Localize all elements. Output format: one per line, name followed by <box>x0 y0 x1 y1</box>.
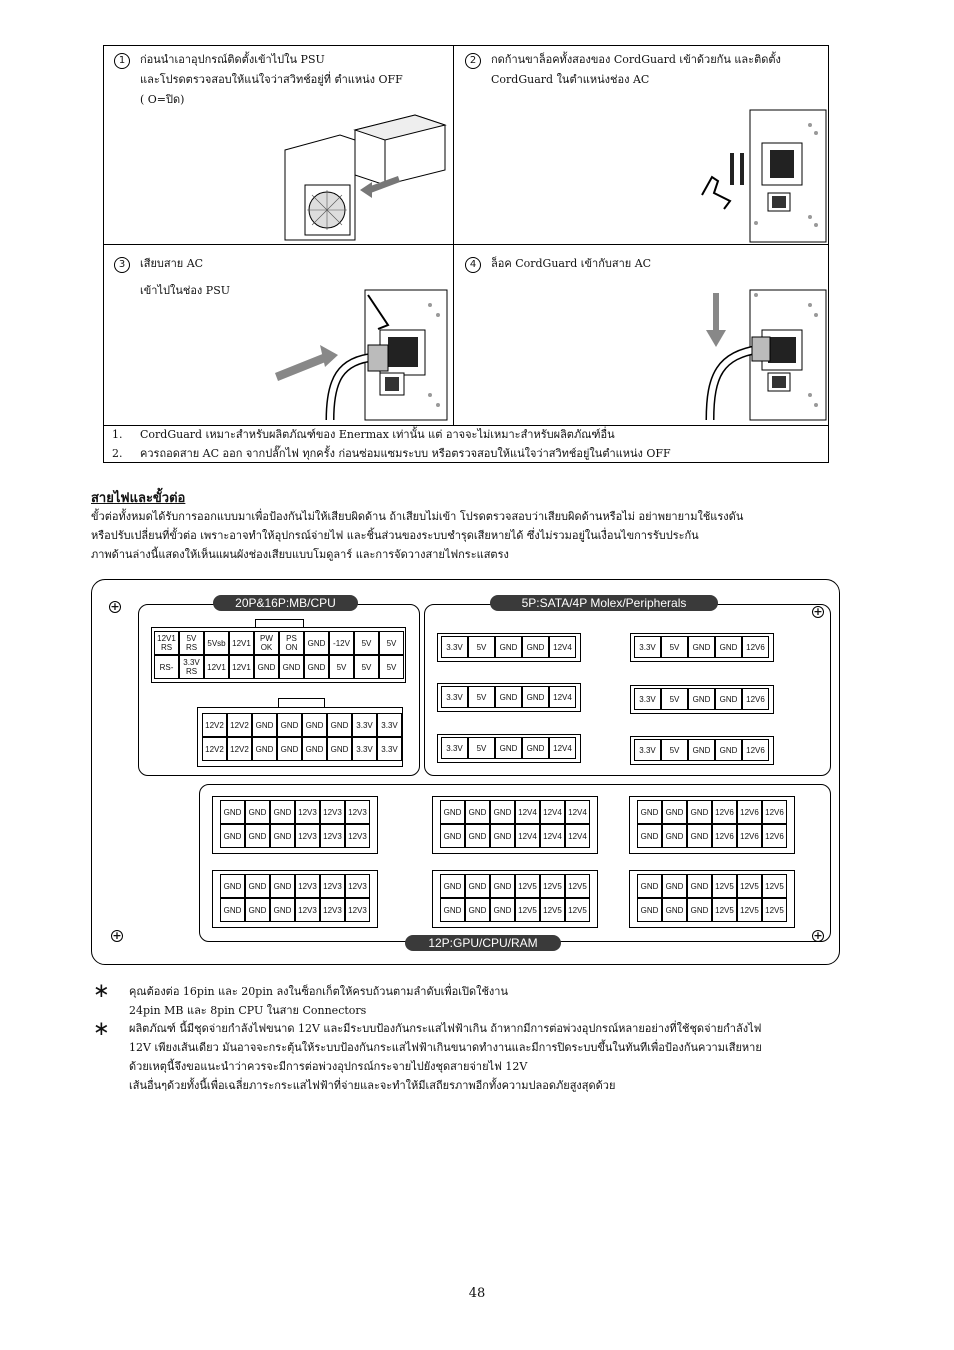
connector-pin: GND <box>495 636 522 658</box>
connector-pin: GND <box>490 874 515 898</box>
note-number: 2. <box>112 447 123 460</box>
connector-pin: 12V6 <box>712 824 737 848</box>
connector-pin: 12V5 <box>515 898 540 922</box>
connector-pin: 5V <box>661 636 688 658</box>
step-number: 3 <box>114 257 130 273</box>
connector-pin: 12V2 <box>227 737 252 761</box>
connector-pin: 12V6 <box>742 688 769 710</box>
connector-pin: 12V5 <box>737 898 762 922</box>
connector-pin: 12V3 <box>345 874 370 898</box>
connector-pin: GND <box>252 737 277 761</box>
connector-pin: 12V1 <box>204 655 229 679</box>
connector-pin: 12V3 <box>345 898 370 922</box>
connector-pin: 12V5 <box>712 898 737 922</box>
step-4 <box>465 254 651 274</box>
connector-pin: 12V4 <box>515 824 540 848</box>
step-3 <box>114 254 230 301</box>
connector-latch <box>278 698 325 708</box>
connector-pin: GND <box>465 898 490 922</box>
section-title: สายไฟและขั้วต่อ <box>91 491 186 506</box>
connector-pin: GND <box>637 898 662 922</box>
psu-insertion-illustration <box>280 110 450 242</box>
connector-pin: GND <box>304 631 329 655</box>
connector-pin: 12V6 <box>762 824 787 848</box>
connector-pin: GND <box>254 655 279 679</box>
note-1 <box>112 426 615 444</box>
connector-pin: 5V <box>468 737 495 759</box>
connector-pin: GND <box>688 636 715 658</box>
connector-pin: GND <box>245 824 270 848</box>
step-1 <box>114 50 403 110</box>
page-number: 48 <box>468 1286 486 1301</box>
connector-pin: 12V3 <box>320 824 345 848</box>
connector-pin: GND <box>662 898 687 922</box>
screw-icon: + <box>110 600 120 613</box>
connector-pin: 5V <box>379 631 404 655</box>
connector-pin: GND <box>522 686 549 708</box>
asterisk-icon: ∗ <box>93 978 110 1002</box>
connector-pin: GND <box>637 874 662 898</box>
connector-pin: GND <box>270 824 295 848</box>
connector-pin: GND <box>245 800 270 824</box>
connector-pin: 12V5 <box>712 874 737 898</box>
connector-pin: GND <box>687 800 712 824</box>
step-number: 1 <box>114 53 130 69</box>
step-text: กดก้านขาล็อคทั้งสองของ CordGuard เข้าด้วยกัน และติดตั้ง <box>491 53 781 66</box>
connector-pin: 12V6 <box>712 800 737 824</box>
connector-pin: 12V3 <box>295 824 320 848</box>
step-text: ( O=ปิด) <box>140 93 185 106</box>
connector-pin: 12V2 <box>202 713 227 737</box>
connector-pin: 12V4 <box>565 800 590 824</box>
connector-pin: 5V <box>661 739 688 761</box>
connector-pin: GND <box>270 874 295 898</box>
connector-pin: 12V1 RS <box>154 631 179 655</box>
connector-pin: 12V3 <box>295 874 320 898</box>
note-text: ควรถอดสาย AC ออก จากปลั๊กไฟ ทุกครั้ง ก่อนซ่อมแซมระบบ หรือตรวจสอบให้แน่ใจว่าสวิทช์อยู่ในตำแหน่ง OFF <box>140 447 671 460</box>
connector-pin: 12V6 <box>737 824 762 848</box>
connector-pin: GND <box>522 636 549 658</box>
asterisk-icon: ∗ <box>93 1016 110 1040</box>
connector-pin: GND <box>220 898 245 922</box>
connector-pin: 12V6 <box>762 800 787 824</box>
connector-pin: -12V <box>329 631 354 655</box>
connector-pin: 12V3 <box>345 824 370 848</box>
connector-pin: GND <box>327 713 352 737</box>
connector-pin: 12V5 <box>737 874 762 898</box>
connector-pin: GND <box>245 898 270 922</box>
gpu-cpu-ram-title: 12P:GPU/CPU/RAM <box>405 935 561 951</box>
connector-pin: 3.3V RS <box>179 655 204 679</box>
connector-pin: 12V3 <box>320 898 345 922</box>
connector-pin: GND <box>465 800 490 824</box>
table-divider <box>453 45 454 425</box>
connector-pin: 12V6 <box>742 636 769 658</box>
connector-pin: GND <box>465 874 490 898</box>
connector-pin: 12V5 <box>762 898 787 922</box>
note-number: 1. <box>112 428 123 441</box>
connector-pin: 5V <box>329 655 354 679</box>
connector-pin: GND <box>662 874 687 898</box>
mb-cpu-title: 20P&16P:MB/CPU <box>213 595 358 611</box>
connector-pin: 5V RS <box>179 631 204 655</box>
footnote-line: 24pin MB และ 8pin CPU ในสาย Connectors <box>129 1004 367 1017</box>
connector-pin: GND <box>220 824 245 848</box>
connector-pin: GND <box>687 898 712 922</box>
step-text: ก่อนนำเอาอุปกรณ์ติดตั้งเข้าไปใน PSU <box>140 53 325 66</box>
connector-pin: GND <box>327 737 352 761</box>
connector-pin: GND <box>495 737 522 759</box>
connector-pin: GND <box>277 737 302 761</box>
connector-pin: GND <box>715 739 742 761</box>
connector-pin: GND <box>465 824 490 848</box>
connector-pin: 3.3V <box>377 737 402 761</box>
step-text: เสียบสาย AC <box>140 257 204 270</box>
connector-pin: GND <box>687 824 712 848</box>
connector-pin: GND <box>662 800 687 824</box>
cordguard-lock-illustration <box>700 285 828 423</box>
connector-pin: 5V <box>354 631 379 655</box>
connector-pin: GND <box>662 824 687 848</box>
connector-pin: 3.3V <box>634 636 661 658</box>
connector-pin: GND <box>495 686 522 708</box>
connector-pin: 12V3 <box>320 800 345 824</box>
footnote-line: ด้วยเหตุนี้จึงขอแนะนำว่าควรจะมีการต่อพ่วงอุปกรณ์กระจายไปยังชุดสายจ่ายไฟ 12V <box>129 1060 528 1073</box>
paragraph-line: ภาพด้านล่างนี้แสดงให้เห็นแผนผังช่องเสียบแบบโมดูลาร์ และการจัดวางสายไฟกระแสตรง <box>91 548 509 561</box>
connector-pin: 12V6 <box>742 739 769 761</box>
connector-pin: GND <box>270 800 295 824</box>
connector-pin: GND <box>688 739 715 761</box>
connector-pin: 12V4 <box>515 800 540 824</box>
note-2 <box>112 445 671 463</box>
connector-pin: 12V4 <box>540 800 565 824</box>
footnote-line: ผลิตภัณฑ์ นี้มีชุดจ่ายกำลังไฟขนาด 12V และมีระบบป้องกันกระแสไฟฟ้าเกิน ถ้าหากมีการต่อพ่วงอุปกรณ์หลายอย่างที่ใช้ชุดจ่ายกำลังไฟ <box>129 1022 762 1035</box>
connector-pin: 12V3 <box>295 898 320 922</box>
connector-pin: GND <box>490 898 515 922</box>
connector-pin: 12V5 <box>540 874 565 898</box>
footnote-line: 12V เพียงเส้นเดียว มันอาจจะกระตุ้นให้ระบบป้องกันกระแสไฟฟ้าเกินขนาดทำงานและมีการปิดระบบขึ้นในทันทีเพื่อป้องกันความเสียหาย <box>129 1041 762 1054</box>
connector-pin: 12V5 <box>565 898 590 922</box>
step-text: CordGuard ในตำแหน่งช่อง AC <box>491 73 650 86</box>
connector-latch <box>255 619 304 628</box>
connector-pin: 5V <box>468 636 495 658</box>
step-2 <box>465 50 781 90</box>
connector-pin: 12V5 <box>540 898 565 922</box>
step-text: และโปรดตรวจสอบให้แน่ใจว่าสวิทช์อยู่ที่ ตำแหน่ง OFF <box>140 73 403 86</box>
connector-pin: 5V <box>468 686 495 708</box>
connector-pin: 5V <box>379 655 404 679</box>
connector-pin: GND <box>715 636 742 658</box>
connector-pin: PW OK <box>254 631 279 655</box>
connector-pin: 12V5 <box>515 874 540 898</box>
connector-pin: GND <box>277 713 302 737</box>
connector-pin: 3.3V <box>377 713 402 737</box>
connector-pin: 3.3V <box>441 737 468 759</box>
cordguard-clip-illustration <box>700 105 828 243</box>
connector-pin: 3.3V <box>441 686 468 708</box>
paragraph-line: ขั้วต่อทั้งหมดได้รับการออกแบบมาเพื่อป้องกันไม่ให้เสียบผิดด้าน ถ้าเสียบไม่เข้า โปรดตรวจสอบว่าเสียบผิดด้านหรือไม่ อย่าพยายามใช้แรงดัน <box>91 510 744 523</box>
connector-pin: GND <box>637 800 662 824</box>
step-text: เข้าไปในช่อง PSU <box>140 284 231 297</box>
connector-pin: GND <box>245 874 270 898</box>
connector-pin: 5Vsb <box>204 631 229 655</box>
connector-pin: 12V5 <box>565 874 590 898</box>
connector-pin: 12V2 <box>227 713 252 737</box>
connector-pin: RS- <box>154 655 179 679</box>
connector-pin: GND <box>252 713 277 737</box>
connector-pin: 12V6 <box>737 800 762 824</box>
connector-pin: GND <box>220 874 245 898</box>
connector-pin: 5V <box>354 655 379 679</box>
connector-pin: GND <box>304 655 329 679</box>
connector-pin: GND <box>637 824 662 848</box>
connector-pin: GND <box>220 800 245 824</box>
connector-pin: 3.3V <box>441 636 468 658</box>
connector-pin: GND <box>440 824 465 848</box>
footnote-line: คุณต้องต่อ 16pin และ 20pin ลงในซ็อกเก็ตให้ครบถ้วนตามลำดับเพื่อเปิดใช้งาน <box>129 985 508 998</box>
connector-pin: PS ON <box>279 631 304 655</box>
table-divider <box>103 244 829 245</box>
connector-pin: 12V1 <box>229 655 254 679</box>
connector-pin: 12V4 <box>549 686 576 708</box>
connector-pin: GND <box>715 688 742 710</box>
connector-pin: 12V3 <box>320 874 345 898</box>
connector-pin: 3.3V <box>634 739 661 761</box>
connector-pin: GND <box>440 800 465 824</box>
screw-icon: + <box>112 929 122 942</box>
connector-pin: GND <box>440 898 465 922</box>
footnote-2 <box>129 1019 849 1095</box>
connector-pin: GND <box>522 737 549 759</box>
screw-icon: + <box>813 929 823 942</box>
connector-pin: GND <box>687 874 712 898</box>
footnote-line: เส้นอื่นๆด้วยทั้งนี้เพื่อเฉลี่ยภาระกระแสไฟฟ้าที่จ่ายและจะทำให้มีเสถียรภาพอีกทั้งความปลอดภัยสูงสุดด้วย <box>129 1079 616 1092</box>
paragraph-line: หรือปรับเปลี่ยนที่ขั้วต่อ เพราะอาจทำให้อุปกรณ์จ่ายไฟ และชิ้นส่วนของระบบชำรุดเสียหายได้ ซึ่งไม่รวมอยู่ในเงื่อนไขการรับประกัน <box>91 529 699 542</box>
step-text: ล็อค CordGuard เข้ากับสาย AC <box>491 257 652 270</box>
peripherals-title: 5P:SATA/4P Molex/Peripherals <box>490 595 718 611</box>
connector-pin: 5V <box>661 688 688 710</box>
connector-pin: GND <box>302 737 327 761</box>
connector-pin: GND <box>440 874 465 898</box>
step-number: 4 <box>465 257 481 273</box>
connector-pin: 12V1 <box>229 631 254 655</box>
footnote-1 <box>129 982 849 1020</box>
connector-pin: 3.3V <box>352 737 377 761</box>
connector-pin: 12V2 <box>202 737 227 761</box>
connector-pin: GND <box>279 655 304 679</box>
ac-cable-insertion-illustration <box>270 285 450 423</box>
connector-pin: GND <box>270 898 295 922</box>
connector-pin: 12V4 <box>565 824 590 848</box>
connector-pin: 12V4 <box>549 737 576 759</box>
connector-pin: 3.3V <box>634 688 661 710</box>
step-number: 2 <box>465 53 481 69</box>
connector-pin: 12V5 <box>762 874 787 898</box>
connector-pin: GND <box>688 688 715 710</box>
connector-pin: 3.3V <box>352 713 377 737</box>
connector-pin: 12V3 <box>295 800 320 824</box>
connector-pin: GND <box>302 713 327 737</box>
connector-pin: GND <box>490 800 515 824</box>
connector-pin: 12V4 <box>549 636 576 658</box>
connector-pin: 12V3 <box>345 800 370 824</box>
connector-pin: 12V4 <box>540 824 565 848</box>
connector-pin: GND <box>490 824 515 848</box>
screw-icon: + <box>813 605 823 618</box>
note-text: CordGuard เหมาะสำหรับผลิตภัณฑ์ของ Enermax เท่านั้น แต่ อาจจะไม่เหมาะสำหรับผลิตภัณฑ์อื่น <box>140 428 615 441</box>
